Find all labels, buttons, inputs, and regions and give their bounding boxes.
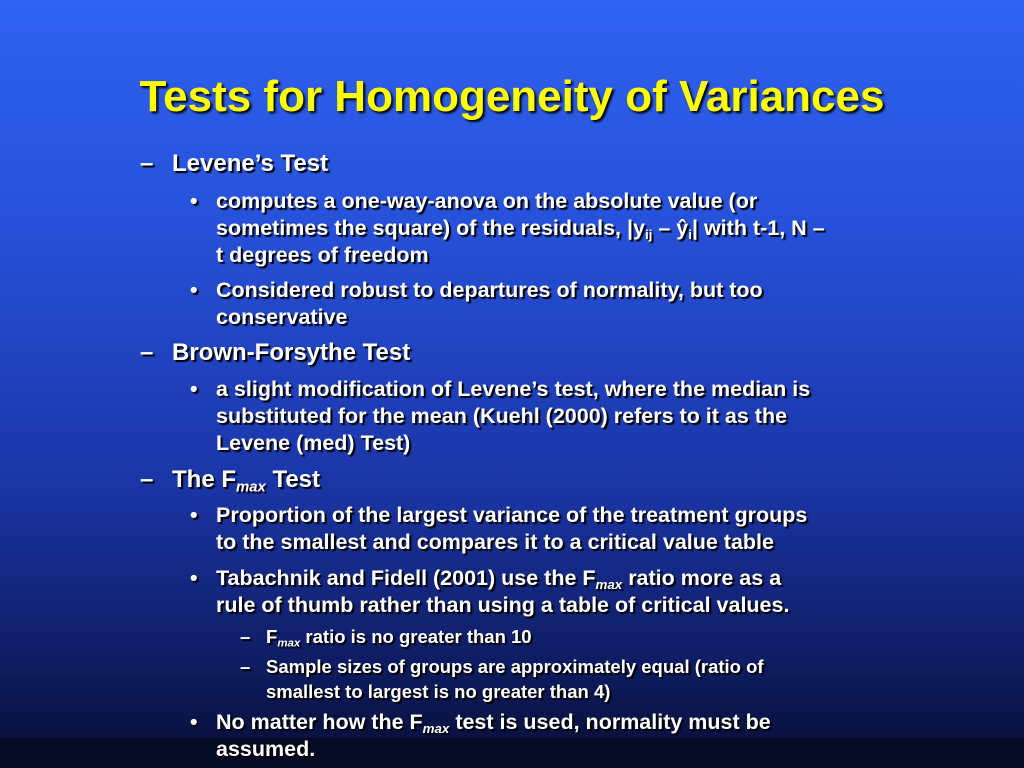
dash-marker: – bbox=[240, 626, 251, 647]
line: assumed. bbox=[216, 737, 316, 761]
text-run: – ŷ bbox=[652, 216, 689, 240]
text-run: ratio more as a bbox=[622, 566, 782, 590]
subscript: max bbox=[422, 720, 450, 736]
line bbox=[216, 215, 825, 242]
line: to the smallest and compares it to a critical value table bbox=[216, 530, 774, 554]
subscript: max bbox=[236, 479, 266, 496]
line: a slight modification of Levene’s test, where the median is bbox=[216, 377, 811, 401]
line: t degrees of freedom bbox=[216, 243, 429, 267]
bullet-marker: • bbox=[190, 566, 198, 590]
subscript: max bbox=[595, 576, 623, 592]
level1-text bbox=[172, 466, 320, 494]
line bbox=[216, 565, 789, 592]
text-run: Tabachnik and Fidell (2001) use the F bbox=[216, 566, 596, 590]
line: conservative bbox=[216, 305, 348, 329]
text-run: | with t-1, N – bbox=[691, 216, 825, 240]
text-run: Test bbox=[265, 466, 321, 493]
line: Proportion of the largest variance of the treatment groups bbox=[216, 503, 808, 527]
slide-title: Tests for Homogeneity of Variances bbox=[139, 72, 885, 121]
bullet-marker: • bbox=[190, 189, 198, 213]
bullet-marker: • bbox=[190, 278, 198, 302]
text-run: test is used, normality must be bbox=[449, 710, 771, 734]
level1-text: Brown-Forsythe Test bbox=[172, 339, 411, 366]
subscript: i bbox=[688, 226, 692, 242]
dash-marker: – bbox=[140, 150, 154, 177]
level1-text: Levene’s Test bbox=[172, 150, 329, 177]
line bbox=[216, 709, 771, 736]
text-run: ratio is no greater than 10 bbox=[300, 626, 532, 647]
line: Sample sizes of groups are approximately equal (ratio of bbox=[266, 656, 764, 677]
dash-marker: – bbox=[240, 656, 251, 677]
subscript: max bbox=[277, 637, 301, 650]
dash-marker: – bbox=[140, 339, 154, 366]
bullet-marker: • bbox=[190, 710, 198, 734]
line: computes a one-way-anova on the absolute value (or bbox=[216, 189, 758, 213]
line: rule of thumb rather than using a table of critical values. bbox=[216, 593, 790, 617]
bullet-marker: • bbox=[190, 503, 198, 527]
text-run: No matter how the F bbox=[216, 710, 423, 734]
line: substituted for the mean (Kuehl (2000) refers to it as the bbox=[216, 404, 788, 428]
line: smallest to largest is no greater than 4) bbox=[266, 681, 611, 702]
text-run: The F bbox=[172, 466, 236, 493]
subscript: ij bbox=[644, 226, 653, 242]
line: Levene (med) Test) bbox=[216, 431, 411, 455]
text-run: F bbox=[266, 626, 278, 647]
dash-marker: – bbox=[140, 466, 154, 493]
text-run: sometimes the square) of the residuals, |y bbox=[216, 216, 645, 240]
line: Considered robust to departures of normality, but too bbox=[216, 278, 763, 302]
bullet-marker: • bbox=[190, 377, 198, 401]
line bbox=[266, 624, 532, 649]
